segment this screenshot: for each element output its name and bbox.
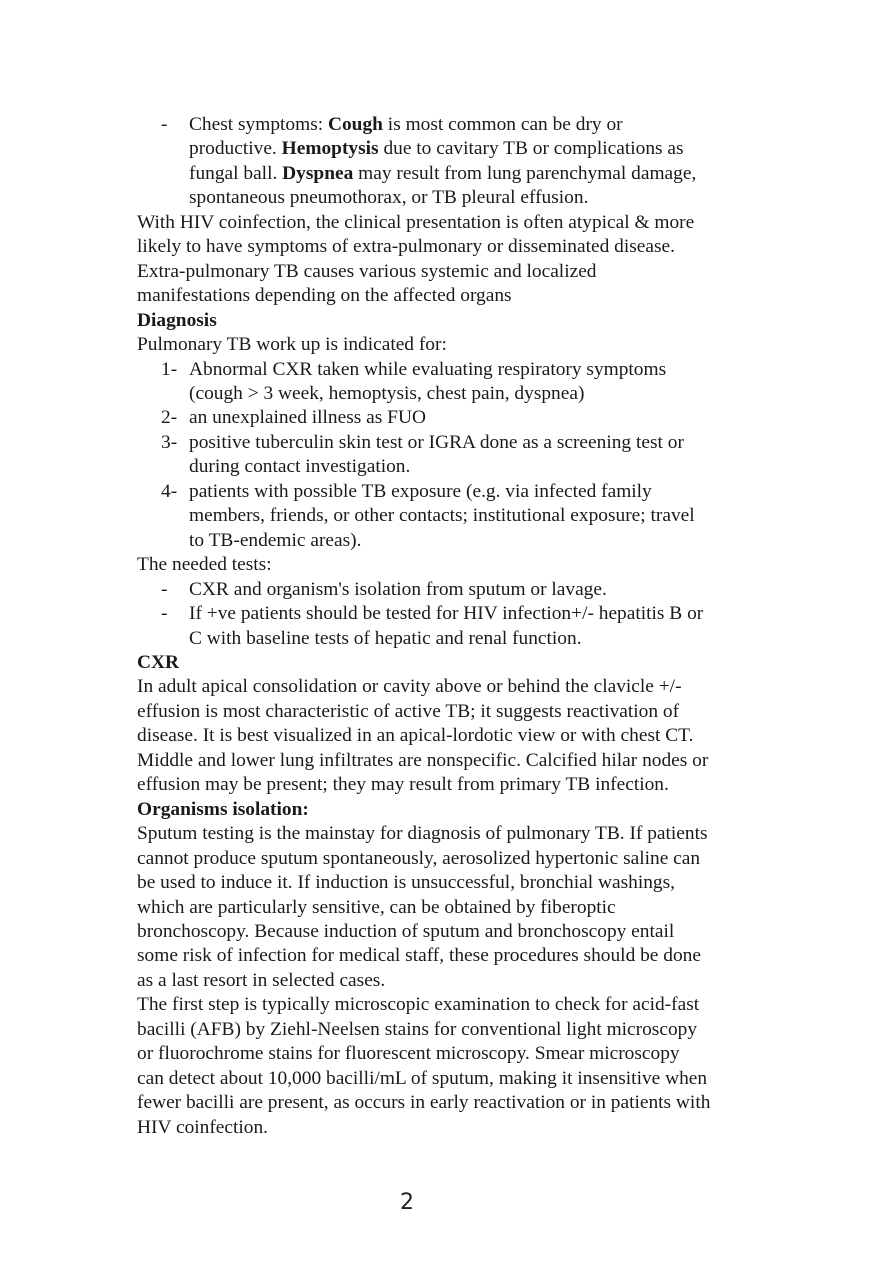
page-body [137,113,777,1140]
item-line: positive tuberculin skin test or IGRA done as a screening test or [189,431,684,453]
isolation-heading: Organisms isolation: [137,798,309,820]
indication-item-4 [137,480,777,553]
text-line: In adult apical consolidation or cavity above or behind the clavicle +/- [137,676,682,698]
test-item-2 [137,602,777,651]
test-item-1 [137,578,777,602]
item-number: 1- [161,358,178,380]
item-line: If +ve patients should be tested for HIV infection+/- hepatitis B or [189,603,704,625]
text-line: some risk of infection for medical staff, these procedures should be done [137,945,701,967]
indication-item-2 [137,406,777,430]
item-line: patients with possible TB exposure (e.g. via infected family [189,480,652,502]
item-line: members, friends, or other contacts; institutional exposure; travel [189,505,695,527]
diagnosis-heading: Diagnosis [137,309,217,331]
text-line: or fluorochrome stains for fluorescent microscopy. Smear microscopy [137,1043,680,1065]
text-line: Extra-pulmonary TB causes various systemic and localized [137,260,597,282]
text-line: fewer bacilli are present, as occurs in early reactivation or in patients with [137,1092,711,1114]
text-line: which are particularly sensitive, can be obtained by fiberoptic [137,896,616,918]
chest-symptoms-item [137,113,777,211]
item-number: 2- [161,407,178,429]
symptoms-line: Chest symptoms: Cough is most common can be dry or [189,114,623,135]
hiv-paragraph [137,211,777,309]
item-number: 3- [161,431,178,453]
text-line: be used to induce it. If induction is unsuccessful, bronchial washings, [137,872,675,894]
item-line: (cough > 3 week, hemoptysis, chest pain, dyspnea) [189,382,585,404]
text-line: can detect about 10,000 bacilli/mL of sputum, making it insensitive when [137,1067,708,1089]
text-line: as a last resort in selected cases. [137,969,386,991]
text-line: The first step is typically microscopic examination to check for acid-fast [137,994,700,1016]
item-line: during contact investigation. [189,456,411,478]
text-line: With HIV coinfection, the clinical presentation is often atypical & more [137,211,695,233]
bullet-dash: - [161,603,168,625]
item-line: Abnormal CXR taken while evaluating respiratory symptoms [189,358,667,380]
symptoms-line: spontaneous pneumothorax, or TB pleural effusion. [189,187,589,209]
page-number: 2 [400,1190,414,1215]
cxr-heading: CXR [137,651,180,673]
text-line: bacilli (AFB) by Ziehl-Neelsen stains for conventional light microscopy [137,1018,698,1040]
isolation-paragraph-1 [137,822,777,993]
text-line: cannot produce sputum spontaneously, aerosolized hypertonic saline can [137,847,701,869]
text-line: HIV coinfection. [137,1116,269,1138]
bullet-dash: - [161,578,168,600]
tests-intro: The needed tests: [137,554,272,576]
indication-item-3 [137,431,777,480]
text-line: disease. It is best visualized in an apical-lordotic view or with chest CT. [137,725,694,747]
bullet-dash: - [161,114,168,135]
item-line: CXR and organism's isolation from sputum or lavage. [189,578,607,600]
cxr-paragraph [137,675,777,797]
symptoms-line: productive. Hemoptysis due to cavitary TB or complications as [189,138,684,160]
text-line: bronchoscopy. Because induction of sputum and bronchoscopy entail [137,920,675,942]
text-line: Middle and lower lung infiltrates are nonspecific. Calcified hilar nodes or [137,749,709,771]
item-line: to TB-endemic areas). [189,529,362,551]
text-line: effusion is most characteristic of active TB; it suggests reactivation of [137,700,680,722]
diagnosis-intro: Pulmonary TB work up is indicated for: [137,334,447,356]
item-number: 4- [161,480,178,502]
text-line: effusion may be present; they may result from primary TB infection. [137,774,669,796]
symptoms-line: fungal ball. Dyspnea may result from lung parenchymal damage, [189,162,697,184]
text-line: manifestations depending on the affected organs [137,285,512,307]
indication-item-1 [137,358,777,407]
item-line: C with baseline tests of hepatic and renal function. [189,627,582,649]
item-line: an unexplained illness as FUO [189,407,426,429]
text-line: likely to have symptoms of extra-pulmonary or disseminated disease. [137,236,675,258]
isolation-paragraph-2 [137,993,777,1140]
text-line: Sputum testing is the mainstay for diagnosis of pulmonary TB. If patients [137,823,708,845]
